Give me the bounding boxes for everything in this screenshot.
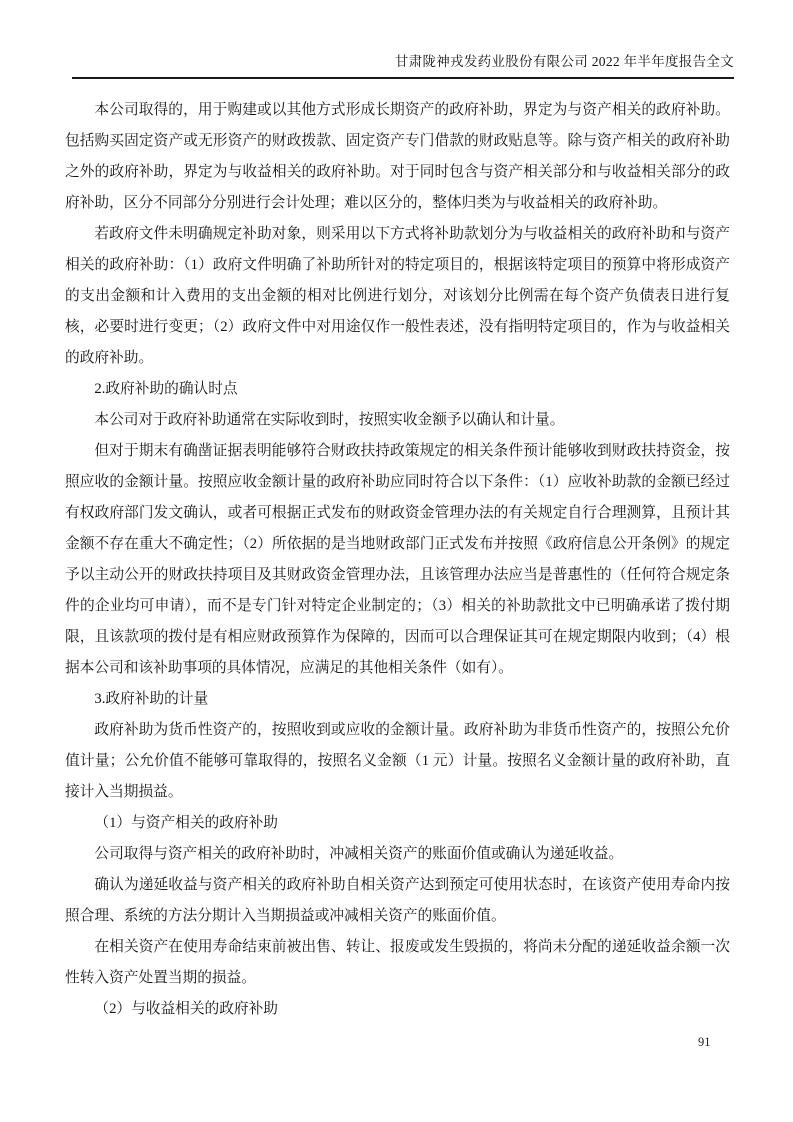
paragraph-body: 政府补助为货币性资产的，按照收到或应收的金额计量。政府补助为非货币性资产的，按照公允价值计量；公允价值不能够可靠取得的，按照名义金额（1 元）计量。按照名义金额计量的政府补助，直接计入当期损益。	[65, 722, 730, 800]
paragraph-body: 公司取得与资产相关的政府补助时，冲减相关资产的账面价值或确认为递延收益。	[94, 846, 624, 862]
header-title: 甘肃陇神戎发药业股份有限公司 2022 年半年度报告全文	[394, 54, 734, 69]
paragraph-body: 本公司对于政府补助通常在实际收到时，按照实收金额予以确认和计量。	[94, 412, 565, 428]
paragraph-sub-heading: （2）与收益相关的政府补助	[94, 1001, 278, 1017]
paragraph-body: 确认为递延收益与资产相关的政府补助自相关资产达到预定可使用状态时，在该资产使用寿命内按照合理、系统的方法分期计入当期损益或冲减相关资产的账面价值。	[65, 877, 730, 924]
paragraph-body: 但对于期末有确凿证据表明能够符合财政扶持政策规定的相关条件预计能够收到财政扶持资金，按照应收的金额计量。按照应收金额计量的政府补助应同时符合以下条件：（1）应收补助款的金额已经过有权政府部门发文确认，或者可根据正式发布的财政资金管理办法的有关规定自行合理测算，且预计其金额不存在重大不确定性；（2）所依据的是当地财政部门正式发布并按照《政府信息公开条例》的规定予以主动公开的财政扶持项目及其财政资金管理办法，且该管理办法应当是普惠性的（任何符合规定条件的企业均可申请），而不是专门针对特定企业制定的；（3）相关的补助款批文中已明确承诺了拨付期限，且该款项的拨付是有相应财政预算作为保障的，因而可以合理保证其可在规定期限内收到；（4）根据本公司和该补助事项的具体情况，应满足的其他相关条件（如有）。	[65, 443, 730, 676]
document-body	[65, 95, 730, 1025]
paragraph-numbered-heading: 2.政府补助的确认时点	[94, 381, 238, 397]
paragraph-body: 在相关资产在使用寿命结束前被出售、转让、报废或发生毁损的，将尚未分配的递延收益余额一次性转入资产处置当期的损益。	[65, 939, 730, 986]
paragraph-body: 若政府文件未明确规定补助对象，则采用以下方式将补助款划分为与收益相关的政府补助和与资产相关的政府补助：（1）政府文件明确了补助所针对的特定项目的，根据该特定项目的预算中将形成资产的支出金额和计入费用的支出金额的相对比例进行划分，对该划分比例需在每个资产负债表日进行复核，必要时进行变更；（2）政府文件中对用途仅作一般性表述，没有指明特定项目的，作为与收益相关的政府补助。	[65, 226, 730, 366]
paragraph-numbered-heading: 3.政府补助的计量	[94, 691, 209, 707]
paragraph-body: 本公司取得的，用于购建或以其他方式形成长期资产的政府补助，界定为与资产相关的政府补助。包括购买固定资产或无形资产的财政拨款、固定资产专门借款的财政贴息等。除与资产相关的政府补助之外的政府补助，界定为与收益相关的政府补助。对于同时包含与资产相关部分和与收益相关部分的政府补助，区分不同部分分别进行会计处理；难以区分的，整体归类为与收益相关的政府补助。	[65, 102, 730, 211]
page-header	[72, 50, 734, 79]
page-number: 91	[698, 1035, 711, 1049]
paragraph-sub-heading: （1）与资产相关的政府补助	[94, 815, 278, 831]
